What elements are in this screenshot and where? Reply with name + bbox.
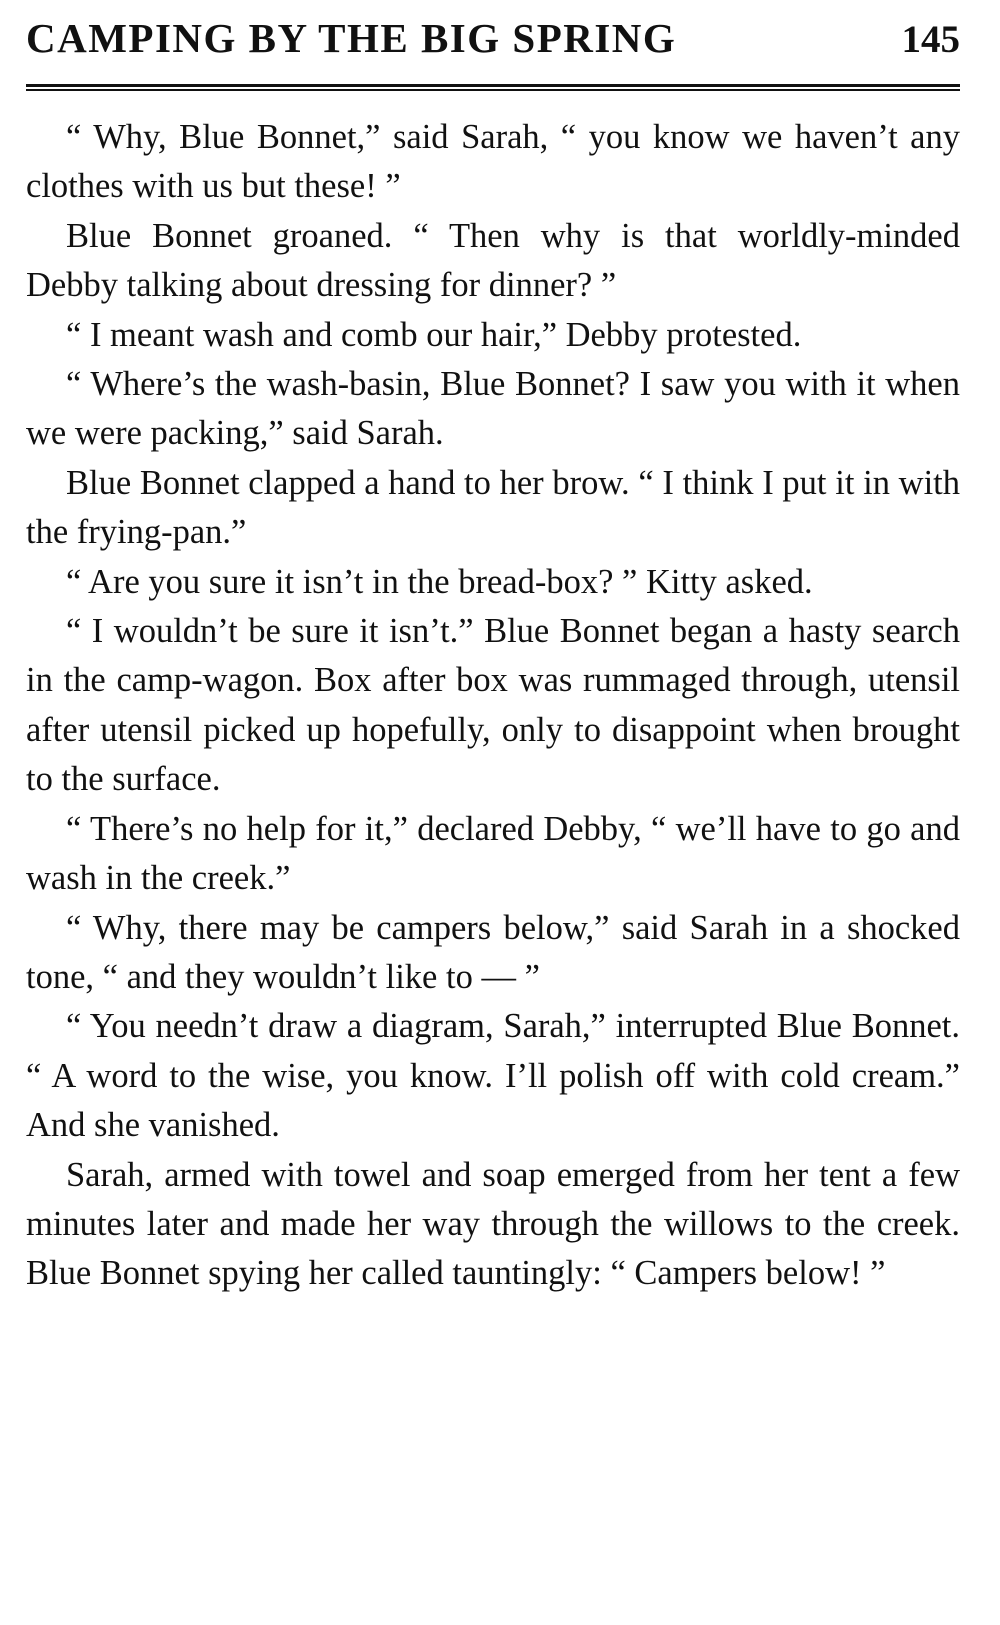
paragraph: “ I meant wash and comb our hair,” Debby protested. [66,315,802,354]
paragraph: “ There’s no help for it,” declared Debby, “ we’ll have to go and wash in the creek.” [26,809,960,898]
paragraph: “ I wouldn’t be sure it isn’t.” Blue Bonnet began a hasty search in the camp-wagon. Box after box was rummaged through, utensil after utensil picked up hopefully, only to disappoint when brought to the surface. [26,612,960,799]
paragraph: “ Are you sure it isn’t in the bread-box? ” Kitty asked. [66,562,813,601]
page-number: 145 [901,18,960,61]
paragraph: “ You needn’t draw a diagram, Sarah,” interrupted Blue Bonnet. “ A word to the wise, you know. I’ll polish off with cold cream.” And she vanished. [26,1007,960,1145]
paragraph: Sarah, armed with towel and soap emerged from her tent a few minutes later and made her way through the willows to the creek. Blue Bonnet spying her called tauntingly: “ Campers below! ” [26,1155,960,1293]
paragraph: “ Where’s the wash-basin, Blue Bonnet? I saw you with it when we were packing,” said Sarah. [26,365,960,453]
paragraph: Blue Bonnet groaned. “ Then why is that worldly-minded Debby talking about dressing for dinner? ” [26,216,960,305]
running-head [26,14,960,68]
paragraph: “ Why, Blue Bonnet,” said Sarah, “ you know we haven’t any clothes with us but these! ” [26,118,960,206]
header-rule-thick [26,84,960,87]
paragraph: Blue Bonnet clapped a hand to her brow. “ I think I put it in with the frying-pan.” [26,463,960,552]
running-title: CAMPING BY THE BIG SPRING [26,15,677,61]
body-text [26,113,960,1299]
book-page [26,14,960,1299]
paragraph: “ Why, there may be campers below,” said Sarah in a shocked tone, “ and they wouldn’t like to — ” [26,908,960,996]
header-rule-thin [26,89,960,91]
